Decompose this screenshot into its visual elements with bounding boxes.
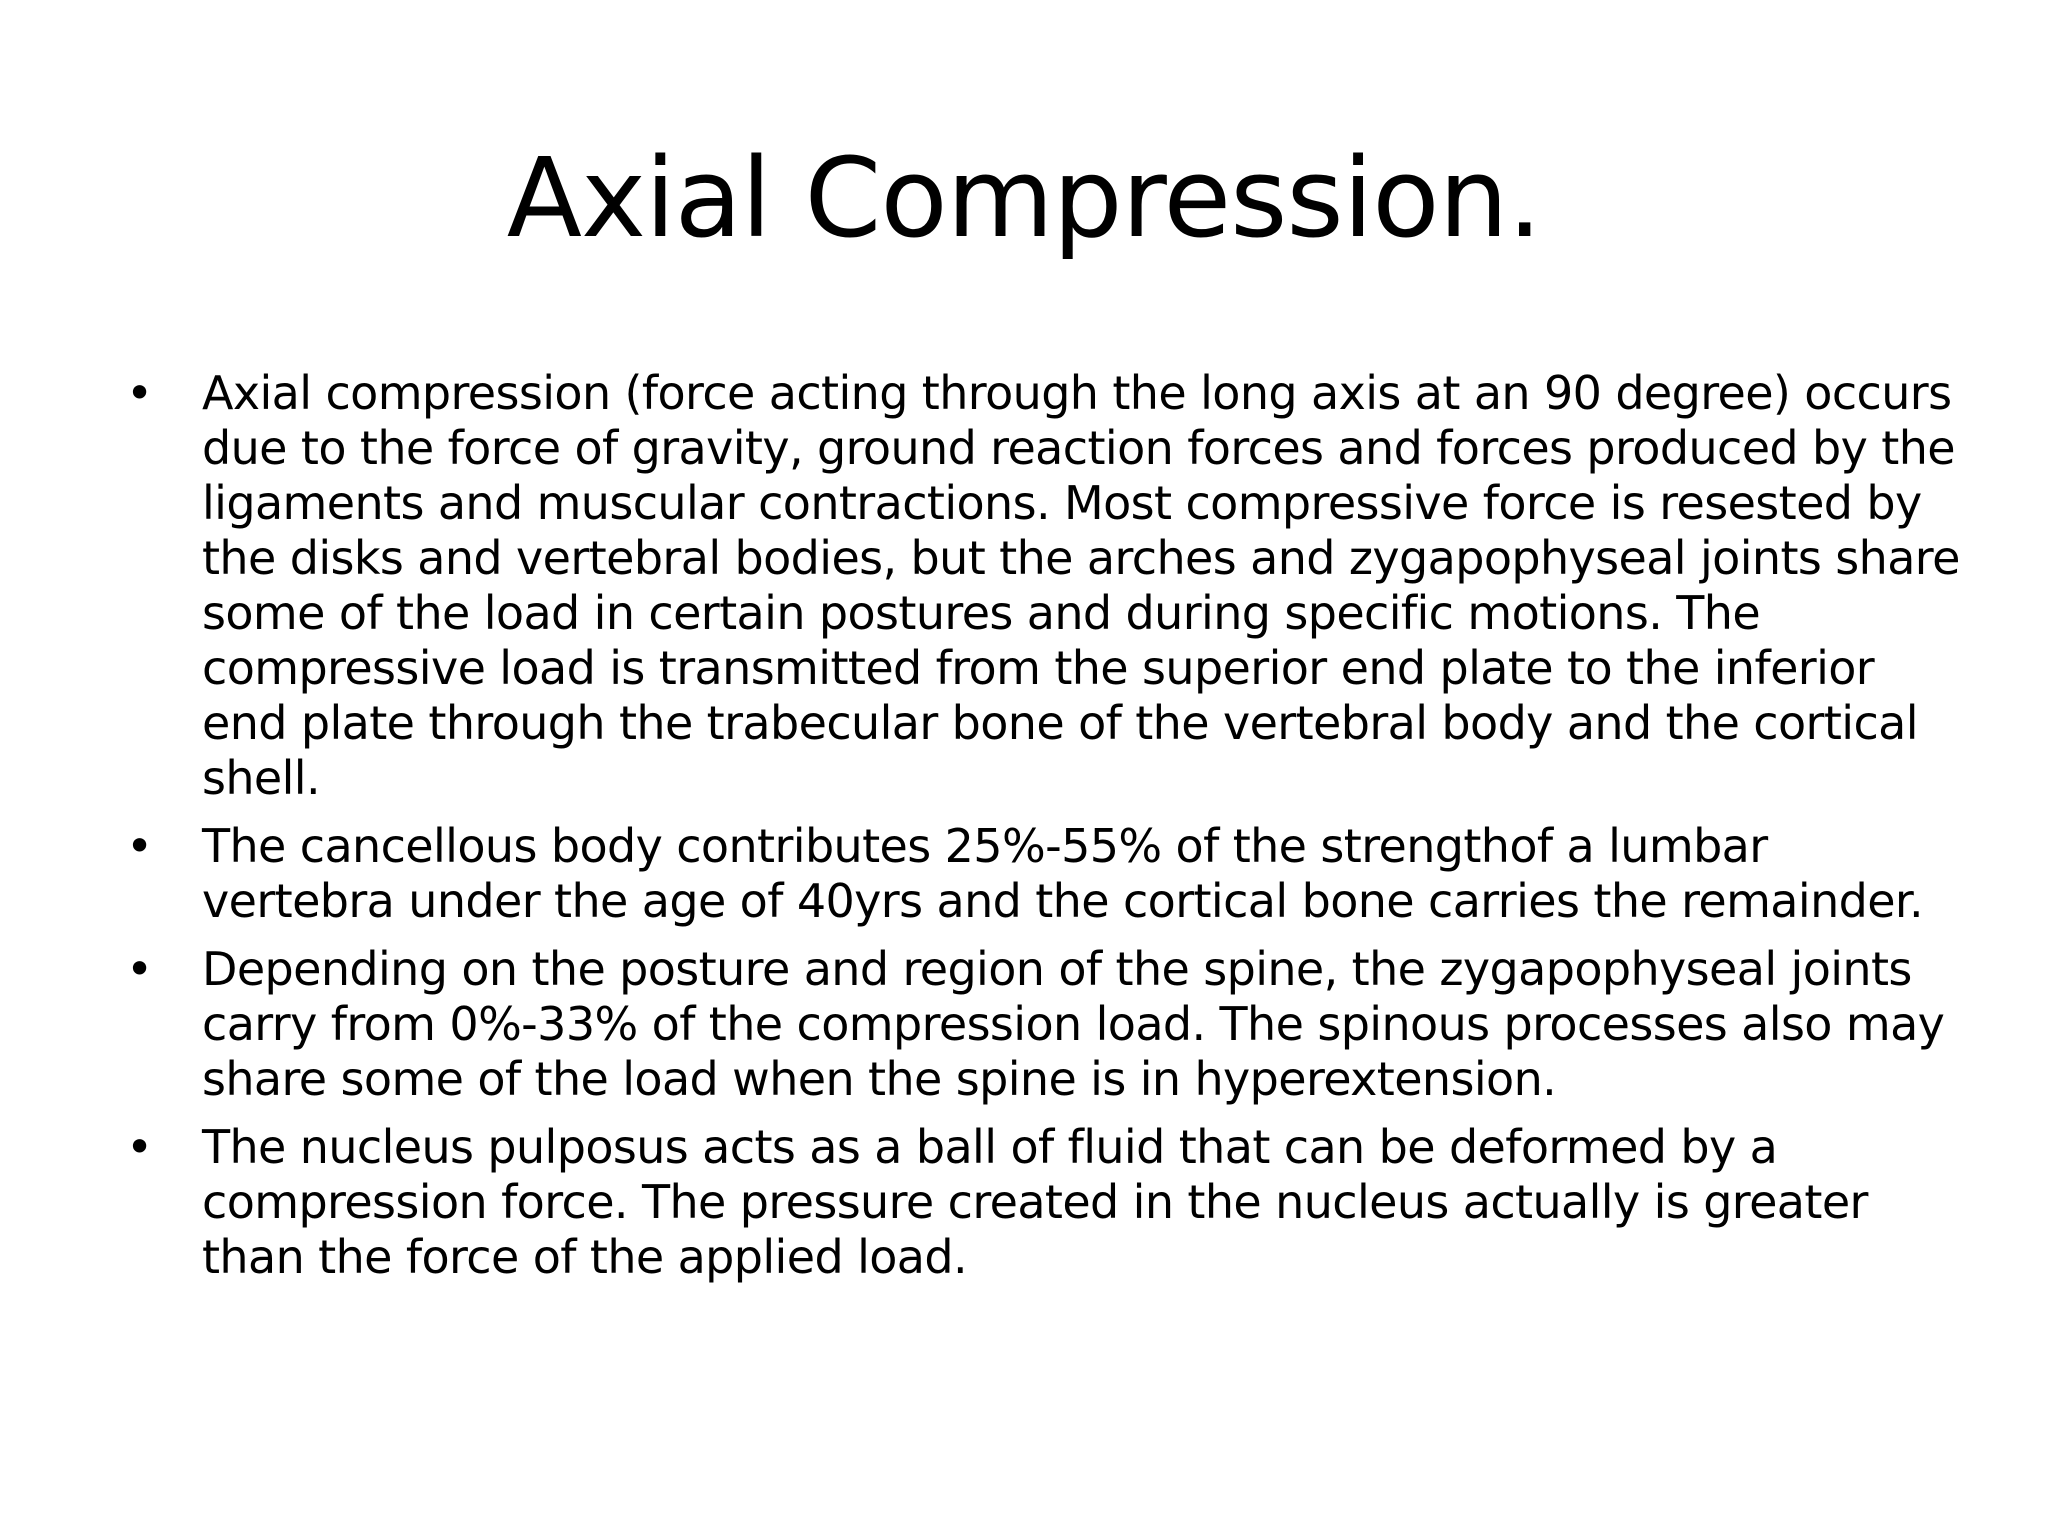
bullet-dot-icon: • [126, 1120, 153, 1174]
bullet-text: The nucleus pulposus acts as a ball of fluid that can be deformed by a compression force. The pressure created in the nucleus actually is greater than the force of the applied load. [202, 1120, 1868, 1284]
bullet-list [122, 366, 1972, 1298]
bullet-dot-icon: • [126, 942, 153, 996]
bullet-item [122, 1120, 1972, 1285]
bullet-item [122, 819, 1972, 929]
bullet-text: The cancellous body contributes 25%-55% of the strengthof a lumbar vertebra under the age of 40yrs and the cortical bone carries the remainder. [202, 819, 1924, 928]
bullet-item [122, 366, 1972, 806]
bullet-dot-icon: • [126, 366, 153, 420]
bullet-dot-icon: • [126, 819, 153, 873]
bullet-text: Depending on the posture and region of the spine, the zygapophyseal joints carry from 0%-33% of the compression load. The spinous processes also may share some of the load when the spine is in hyperextension. [202, 942, 1945, 1106]
slide-title: Axial Compression. [506, 134, 1542, 262]
bullet-text: Axial compression (force acting through the long axis at an 90 degree) occurs due to the force of gravity, ground reaction forces and forces produced by the ligaments and muscular contractions. Most compressive force is resested by the disks and vertebral bodies, but the arches and zygapophyseal joints share some of the load in certain postures and during specific motions. The compressive load is transmitted from the superior end plate to the inferior end plate through the trabecular bone of the vertebral body and the cortical shell. [202, 366, 1960, 805]
bullet-item [122, 942, 1972, 1107]
